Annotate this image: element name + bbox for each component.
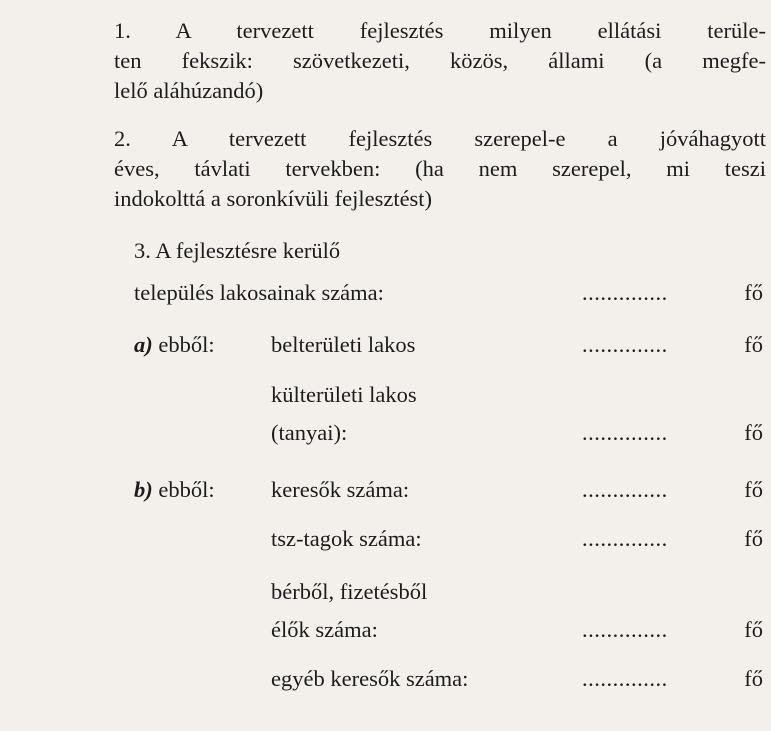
section-3-heading: 3. A fejlesztésre kerülő: [134, 238, 341, 263]
row-label: egyéb keresők száma:: [271, 666, 469, 691]
unit-label: fő: [744, 477, 763, 502]
unit-label: fő: [744, 526, 763, 551]
unit-label: fő: [744, 617, 763, 642]
fill-in-dots[interactable]: ..............: [582, 332, 668, 357]
unit-label: fő: [744, 666, 763, 691]
section-2-line: 2. A tervezett fejlesztés szerepel-e a jóváhagyott: [114, 126, 766, 151]
form-row-coop-members: [114, 524, 763, 554]
unit-label: fő: [744, 332, 763, 357]
row-label: település lakosainak száma:: [134, 280, 384, 305]
form-row-outer-area: [114, 418, 763, 448]
form-row-population: [114, 278, 763, 308]
fill-in-dots[interactable]: ..............: [582, 666, 668, 691]
section-1-line: lelő aláhúzandó): [114, 78, 264, 103]
fill-in-dots[interactable]: ..............: [582, 526, 668, 551]
fill-in-dots[interactable]: ..............: [582, 477, 668, 502]
row-label: (tanyai):: [271, 420, 348, 445]
row-prefix: [134, 330, 215, 360]
row-label: belterületi lakos: [271, 332, 416, 357]
row-prefix-text: ebből:: [152, 332, 215, 357]
form-row-earners: [114, 475, 763, 505]
form-row-inner-area: [114, 330, 763, 360]
section-1-line: 1. A tervezett fejlesztés milyen ellátási terüle-: [114, 18, 766, 43]
unit-label: fő: [744, 420, 763, 445]
item-letter: a): [134, 332, 153, 357]
unit-label: fő: [744, 280, 763, 305]
row-prefix-text: ebből:: [152, 477, 215, 502]
section-2-line: éves, távlati tervekben: (ha nem szerepel, mi teszi: [114, 156, 766, 181]
row-label-line1: külterületi lakos: [271, 382, 417, 407]
item-letter: b): [134, 477, 153, 502]
row-label-line1: bérből, fizetésből: [271, 579, 428, 604]
form-row-wage-earners: [114, 615, 763, 645]
row-prefix: [134, 475, 215, 505]
fill-in-dots[interactable]: ..............: [582, 617, 668, 642]
row-label: keresők száma:: [271, 477, 410, 502]
section-1-paragraph: [114, 16, 766, 106]
row-label: élők száma:: [271, 617, 378, 642]
fill-in-dots[interactable]: ..............: [582, 420, 668, 445]
row-label: tsz-tagok száma:: [271, 526, 422, 551]
fill-in-dots[interactable]: ..............: [582, 280, 668, 305]
form-row-other-earners: [114, 664, 763, 694]
section-2-paragraph: [114, 124, 766, 214]
section-2-line: indokolttá a soronkívüli fejlesztést): [114, 186, 433, 211]
section-1-line: ten fekszik: szövetkezeti, közös, állami (a megfe-: [114, 48, 766, 73]
